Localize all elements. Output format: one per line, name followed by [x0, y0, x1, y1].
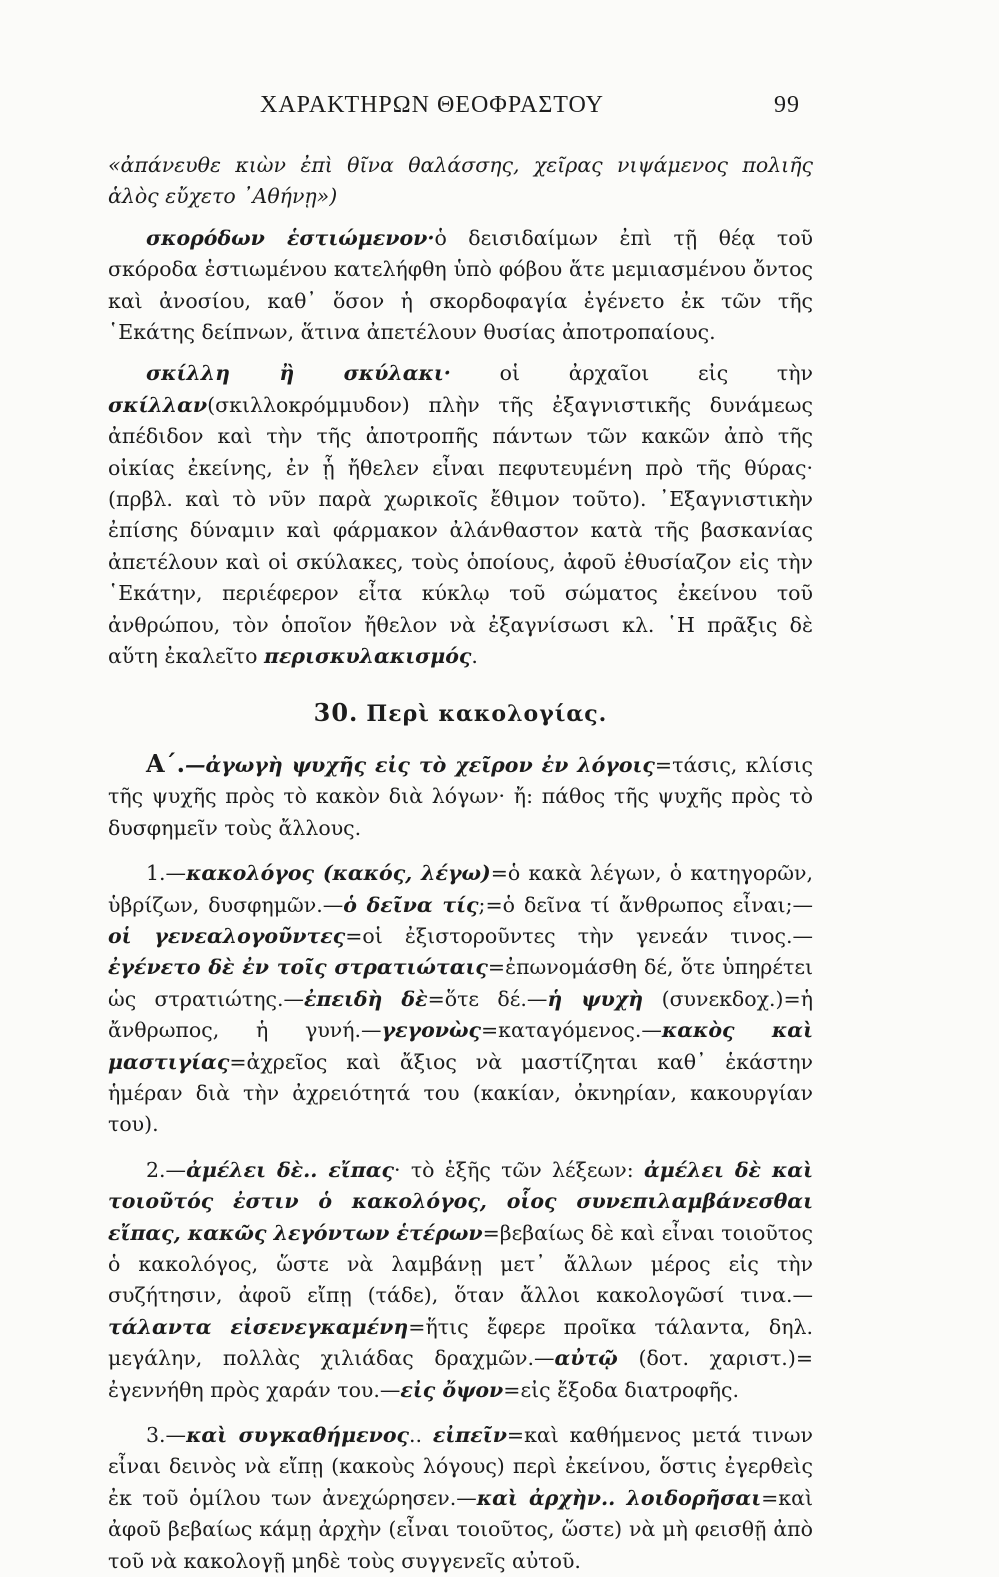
commentary-text: =εἰς ἔξοδα διατροφῆς. — [503, 1377, 740, 1402]
lemma: οἱ γενεαλογοῦντες — [108, 923, 346, 948]
quote-text: «ἀπάνευθε κιὼν ἐπὶ θῖνα θαλάσσης, χεῖρας νιψάμενος πολιῆς ἁλὸς εὔχετο ᾿Αθήνῃ») — [108, 153, 813, 209]
commentary-text: =ἥτις ἔφερε προῖκα τάλαντα, δηλ. μεγάλην, πολλὰς χιλιάδας δραχμῶν.— — [108, 1314, 813, 1371]
paragraph-skorodon — [108, 223, 813, 349]
paragraph-definition — [108, 748, 813, 844]
commentary-text: .. — [409, 1423, 433, 1448]
commentary-text: =οἱ ἐξιστοροῦντες τὴν γενεάν τινος.— — [345, 923, 813, 948]
section-title: Περὶ κακολογίας. — [366, 700, 608, 727]
lemma: εἰπεῖν — [432, 1423, 507, 1448]
lemma: ἐγένετο δὲ ἐν τοῖς στρατιώταις — [108, 955, 488, 980]
commentary-text: =τάσις, κλίσις τῆς ψυχῆς πρὸς τὸ κακὸν διὰ λόγων· ἤ: πάθος τῆς ψυχῆς πρὸς τὸ δυσφημεῖν τοὺς ἄλλους. — [108, 752, 813, 840]
lemma: περισκυλακισμός — [263, 644, 472, 669]
lemma: ἐπειδὴ δὲ — [304, 986, 428, 1011]
lemma: αὐτῷ — [554, 1346, 618, 1371]
lemma: ὁ δεῖνα τίς — [343, 892, 479, 917]
note-3 — [108, 1420, 813, 1577]
section-number: 30. — [313, 697, 359, 727]
commentary-text: =ὅτε δέ.— — [427, 986, 548, 1011]
note-1 — [108, 858, 813, 1141]
commentary-text: =βεβαίως δὲ καὶ εἶναι τοιοῦτος ὁ κακολόγος, ὥστε νὰ λαμβάνῃ μετ᾿ ἄλλων μέρος εἰς τὴν συζήτησιν, ἀφοῦ εἴπῃ (τάδε), ὅταν ἄλλοι κακολογῶσί τινα.— — [108, 1220, 813, 1308]
commentary-text: =καὶ ἀφοῦ βεβαίως κάμῃ ἀρχὴν (εἶναι τοιοῦτος, ὥστε) νὰ μὴ φεισθῇ ἀπὸ τοῦ νὰ κακολογῇ μηδὲ τοὺς συγγενεῖς αὐτοῦ. — [108, 1485, 813, 1573]
paragraph-skille — [108, 358, 813, 672]
lemma: καὶ συγκαθήμενος — [186, 1423, 410, 1448]
lemma: σκορόδων ἑστιώμενον· — [146, 225, 435, 250]
commentary-text: (δοτ. χαριστ.)= ἐγεννήθη πρὸς χαράν του.— — [108, 1346, 813, 1402]
note-number: 1.— — [146, 861, 187, 886]
page-number: 99 — [774, 92, 800, 118]
lemma: σκίλλη ἢ σκύλακι· — [146, 361, 451, 386]
lemma: σκίλλαν — [108, 392, 208, 417]
note-number: 2.— — [146, 1157, 187, 1182]
commentary-text: =ὁ κακὰ λέγων, ὁ κατηγορῶν, ὑβρίζων, δυσφημῶν.— — [108, 861, 813, 917]
commentary-text: =ἀχρεῖος καὶ ἄξιος νὰ μαστίζηται καθ᾿ ἑκάστην ἡμέραν διὰ τὴν ἀχρειότητά του (κακίαν, ὀκνηρίαν, κακουργίαν του). — [108, 1049, 813, 1137]
note-2 — [108, 1155, 813, 1406]
commentary-text: (συνεκδοχ.)=ἡ ἄνθρωπος, ἡ γυνή.— — [108, 986, 813, 1043]
running-title: ΧΑΡΑΚΤΗΡΩΝ ΘΕΟΦΡΑΣΤΟΥ — [260, 92, 604, 118]
lemma: εἰς ὄψον — [400, 1377, 504, 1402]
section-label: Α΄. — [146, 748, 185, 778]
lemma: κακὸς καὶ μαστιγίας — [108, 1018, 813, 1074]
lemma: τάλαντα εἰσενεγκαμένη — [108, 1314, 409, 1339]
lemma: ἡ ψυχὴ — [547, 986, 644, 1011]
lemma: καὶ ἀρχὴν.. λοιδορῆσαι — [476, 1485, 762, 1510]
commentary-text: ;=ὁ δεῖνα τί ἄνθρωπος εἶναι;— — [478, 892, 814, 917]
lemma: ἀμέλει δὲ.. εἴπας — [186, 1157, 394, 1182]
lemma: κακολόγος (κακός, λέγω) — [186, 861, 491, 886]
body-text — [108, 150, 813, 1577]
running-header — [260, 92, 800, 119]
commentary-text: =καταγόμενος.— — [481, 1018, 662, 1043]
lemma: —ἀγωγὴ ψυχῆς εἰς τὸ χεῖρον ἐν λόγοις — [184, 752, 655, 777]
commentary-text: ὁ δεισιδαίμων ἐπὶ τῇ θέᾳ τοῦ σκόροδα ἑστιωμένου κατελήφθη ὑπὸ φόβου ἅτε μεμιασμένου ὄντος καὶ ἀνοσίου, καθ᾿ ὅσον ἡ σκορδοφαγία ἐγένετο ἐκ τῶν τῆς ῾Εκάτης δείπνων, ἅτινα ἀπετέλουν θυσίας ἀποτροπαίους. — [108, 225, 813, 345]
commentary-text: · τὸ ἑξῆς τῶν λέξεων: — [393, 1157, 644, 1182]
lemma: γεγονὼς — [381, 1018, 481, 1043]
commentary-text: . — [471, 644, 478, 669]
commentary-text: οἱ ἀρχαῖοι εἰς τὴν — [450, 361, 813, 386]
commentary-text: =καὶ καθήμενος μετά τινων εἶναι δεινὸς νὰ εἴπῃ (κακοὺς λόγους) περὶ ἐκείνου, ὅστις ἐγερθεὶς ἐκ τοῦ ὁμίλου των ἀνεχώρησεν.— — [108, 1423, 813, 1510]
section-heading — [108, 697, 813, 730]
quote-paragraph — [108, 150, 813, 213]
note-number: 3.— — [146, 1423, 187, 1448]
commentary-text: (σκιλλοκρόμμυδον) πλὴν τῆς ἐξαγνιστικῆς δυνάμεως ἀπέδιδον καὶ τὴν τῆς ἀποτροπῆς πάντων τῶν κακῶν ἀπὸ τῆς οἰκίας ἐκείνης, ἐν ᾗ ἤθελεν εἶναι πεφυτευμένη πρὸ τῆς θύρας· (πρβλ. καὶ τὸ νῦν παρὰ χωρικοῖς ἔθιμον τοῦτο). ᾿Εξαγνιστικὴν ἐπίσης δύναμιν καὶ φάρμακον ἀλάνθαστον κατὰ τῆς βασκανίας ἀπετέλουν καὶ οἱ σκύλακες, τοὺς ὁποίους, ἀφοῦ ἐθυσίαζον εἰς τὴν ῾Εκάτην, περιέφερον εἶτα κύκλῳ τοῦ σώματος ἐκείνου τοῦ ἀνθρώπου, τὸν ὁποῖον ἤθελον νὰ ἐξαγνίσωσι κλ. ῾Η πρᾶξις δὲ αὕτη ἐκαλεῖτο — [108, 392, 813, 669]
lemma: ἀμέλει δὲ καὶ τοιοῦτός ἐστιν ὁ κακολόγος, οἷος συνεπιλαμβάνεσθαι εἴπας, κακῶς λεγόντων ἑτέρων — [108, 1157, 813, 1245]
commentary-text: =ἐπωνομάσθη δέ, ὅτε ὑπηρέτει ὡς στρατιώτης.— — [108, 955, 813, 1011]
